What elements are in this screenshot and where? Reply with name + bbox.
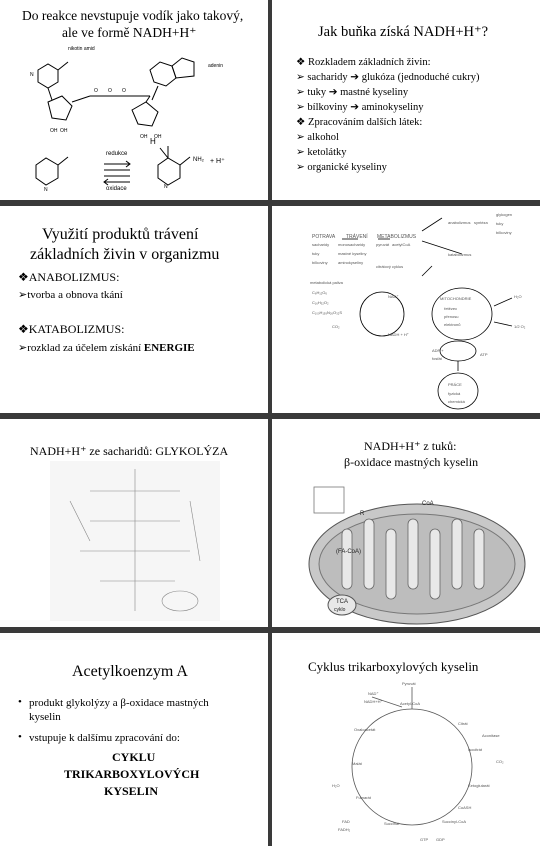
label-atp: ATP: [480, 352, 488, 357]
bullet-text-1: produkt glykolýzy a β-oxidace mastných: [29, 697, 209, 709]
label-tuky2: tuky: [496, 221, 504, 226]
label-acetylcoa: acetylCoA: [392, 242, 411, 247]
label-izocitrat: Isocitrát: [468, 747, 483, 752]
label-coa: CoA: [422, 501, 434, 507]
label-ketoglutarat: Ketoglutarát: [468, 783, 490, 788]
label-h2o: H₂O: [514, 294, 522, 299]
bullet-text-2: vstupuje k dalšímu zpracování do:: [29, 732, 180, 744]
label-adp: ADP +: [432, 348, 444, 353]
label-nadh: NADH+H⁺: [364, 699, 383, 704]
label-prace: PRÁCE: [448, 382, 462, 387]
slide-metabolism-overview: [272, 206, 540, 413]
label-tuky: tuky: [312, 251, 320, 256]
list-item: ❖ Zpracováním dalších látek:: [296, 117, 423, 128]
slide-title: Acetylkoenzym A: [72, 663, 188, 680]
slide-title-line2: ale ve formě NADH+H⁺: [62, 25, 197, 40]
slide-tca-cycle: [272, 633, 540, 846]
catabolism-heading: ❖KATABOLIZMUS:: [18, 322, 125, 336]
label-nadh: NADH + H⁺: [388, 332, 409, 337]
list-item: ➢ alkohol: [296, 132, 339, 143]
catabolism-item-emphasis: ENERGIE: [143, 342, 195, 354]
bullet-text-1-cont: kyselin: [29, 711, 61, 723]
label-metabolizmus: METABOLIZMUS: [377, 234, 417, 240]
label-gdp: GDP: [436, 837, 445, 842]
catabolism-item-text: ➢rozklad za účelem získání: [18, 342, 144, 354]
label-oxaloacetat: Oxaloacetát: [354, 727, 376, 732]
label-traveni: TRÁVENÍ: [346, 234, 368, 240]
slide-use-of-digestion-products: [0, 206, 268, 413]
slide-how-cell-gets-nadh: [272, 0, 540, 200]
label-fad: FAD: [342, 819, 350, 824]
label-nh2: NH₂: [193, 157, 204, 163]
label-tca: TCA: [336, 599, 348, 605]
label-pyruvat: pyruvát: [376, 242, 390, 247]
list-item: ➢ sacharidy ➔ glukóza (jednoduché cukry): [296, 72, 480, 83]
svg-text:N: N: [44, 187, 48, 193]
slide-nadh-intro: [0, 0, 268, 200]
catabolism-item: [18, 341, 195, 354]
label-sukcinyl-coa: Succinyl-CoA: [442, 819, 467, 824]
label-formula3: C₁₀₀H₁₅₉N₂₆O₃₂S: [312, 310, 343, 315]
label-retezec: řetězec: [444, 306, 458, 311]
svg-text:O: O: [94, 88, 98, 94]
svg-text:O: O: [108, 88, 112, 94]
label-fadh2: FADH₂: [338, 827, 351, 832]
label-reduction: redukce: [106, 151, 128, 157]
label-synteza: syntéza: [474, 220, 488, 225]
slide-title-line1: NADH+H⁺ z tuků:: [364, 439, 457, 453]
svg-text:N: N: [30, 72, 34, 78]
label-nad: NAD⁺: [388, 294, 399, 299]
svg-text:OH: OH: [50, 128, 58, 134]
slide-title-line1: Do reakce nevstupuje vodík jako takový,: [22, 8, 244, 23]
svg-text:OH: OH: [140, 134, 148, 140]
slide-title-line2: β-oxidace mastných kyselin: [344, 455, 479, 469]
slide-beta-oxidation: [272, 419, 540, 627]
label-prenosu: přenosu: [444, 314, 459, 319]
label-h: H: [150, 137, 156, 146]
label-cyklo: cyklo: [334, 607, 346, 613]
label-adenine: adenin: [208, 63, 224, 69]
label-acetyl-coa: Acetyl-CoA: [400, 701, 421, 706]
slide-title-line2: základních živin v organizmu: [30, 246, 220, 263]
label-o2: 1/2 O₂: [514, 324, 526, 329]
svg-text:O: O: [122, 88, 126, 94]
label-anabolizmus: anabolizmus: [448, 220, 471, 225]
bullet-icon: •: [18, 696, 22, 708]
label-pyruvat: Pyruvát: [402, 681, 416, 686]
label-co2: CO₂: [332, 324, 340, 329]
label-metab-paliva: metabolická paliva: [310, 280, 343, 285]
svg-text:OH: OH: [60, 128, 68, 134]
label-formula2: C₁₆H₃₂O₂: [312, 300, 329, 305]
label-bilkoviny: bílkoviny: [312, 260, 328, 265]
label-mastne: mastné kyseliny: [338, 251, 367, 256]
list-item: ➢ ketolátky: [296, 147, 347, 158]
anabolism-heading: ❖ANABOLIZMUS:: [18, 270, 120, 284]
slide-title: Cyklus trikarboxylových kyselin: [308, 659, 479, 674]
slide-glycolysis: [0, 419, 268, 627]
label-coash: CoASH: [458, 805, 472, 810]
label-fumarat: Fumarát: [356, 795, 371, 800]
label-r: R: [360, 511, 365, 517]
bullet-list: [296, 55, 480, 175]
label-katabolizmus: katabolizmus: [448, 252, 472, 257]
label-bilkoviny2: bílkoviny: [496, 230, 512, 235]
svg-text:OH: OH: [154, 134, 162, 140]
label-h-plus: + H⁺: [210, 158, 225, 165]
label-co2: CO₂: [496, 759, 504, 764]
label-fosfat: fosfát: [432, 356, 442, 361]
slide-acetyl-coa: [0, 633, 268, 846]
label-gtp: GTP: [420, 837, 429, 842]
label-citrat: Citrát: [458, 721, 468, 726]
emphasis-line1: CYKLU: [112, 750, 156, 764]
svg-text:N: N: [164, 184, 168, 190]
slide-title-line1: Využití produktů trávení: [42, 226, 199, 243]
label-h2o: H₂O: [332, 783, 340, 788]
label-oxidation: oxidace: [106, 186, 127, 192]
list-item: ➢ organické kyseliny: [296, 162, 387, 173]
glycolysis-pathway-figure: [50, 461, 220, 621]
list-item: ➢ tuky ➔ mastné kyseliny: [296, 87, 409, 98]
nad-structure-diagram: [0, 40, 268, 200]
slide-title: NADH+H⁺ ze sacharidů: GLYKOLÝZA: [30, 444, 229, 458]
label-citratovy: citrátový cyklus: [376, 264, 404, 269]
label-potrava: POTRAVA: [312, 234, 336, 240]
bullet-icon: •: [18, 731, 22, 743]
label-formula1: C₆H₁₂O₆: [312, 290, 328, 295]
slide-title: Jak buňka získá NADH+H⁺?: [318, 24, 489, 40]
emphasis-line3: KYSELIN: [104, 784, 159, 798]
label-fa-coa: (FA-CoA): [336, 549, 362, 555]
label-mitochondrie: MITOCHONDRIE: [440, 296, 472, 301]
label-fyzicka: fyzická: [448, 391, 461, 396]
label-monosacharidy: monosacharidy: [338, 242, 366, 247]
emphasis-line2: TRIKARBOXYLOVÝCH: [64, 767, 200, 781]
glycolysis-pathway-lines: [50, 461, 220, 621]
list-item: ➢ bílkoviny ➔ aminokyseliny: [296, 102, 424, 113]
label-elektronu: elektronů: [444, 322, 461, 327]
label-malat: Malát: [352, 761, 362, 766]
label-akonitaza: Aconitase: [482, 733, 500, 738]
label-chemicka: chemická: [448, 399, 465, 404]
label-nad: NAD⁺: [368, 691, 379, 696]
list-item: ❖ Rozkladem základních živin:: [296, 57, 431, 68]
label-glykogen: glykogen: [496, 212, 513, 217]
anabolism-item: ➢tvorba a obnova tkání: [18, 289, 123, 301]
label-sukcinat: Succinát: [384, 821, 400, 826]
label-nicotinamide: nikotin amid: [68, 46, 95, 52]
label-sacharidy: sacharidy: [312, 242, 330, 247]
label-aminokyseliny: aminokyseliny: [338, 260, 364, 265]
